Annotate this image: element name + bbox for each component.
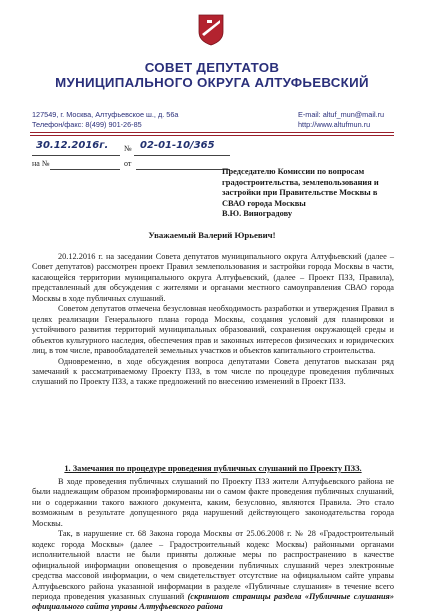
contacts-right — [298, 110, 384, 130]
paragraph-text: Так, в нарушение ст. 68 Закона города Москвы от 25.06.2008 г. № 28 «Градостроительный кодекс города Москвы» (далее – Градостроительный кодекс Москвы) районными органами исполнительной власти не были приняты должные меры по распространению в качестве официальной информации оповещения о проведении публичных слушаний через электронные средства массовой информации, о чем свидетельствует отсутствие на официальном сайте управы Алтуфьевского района указанной информации в разделе «Публичные слушания» в течение всего периода проведения указанных слушаний — [32, 529, 394, 601]
date-underline — [32, 155, 120, 156]
paragraph: 20.12.2016 г. на заседании Совета депутатов муниципального округа Алтуфьевский (далее – Совет депутатов) рассмотрен проект Правил землепользования и застройки города Москвы в части, касающейся территории муниципального округа Алтуфьевский, (далее – Проект ПЗЗ, Правила), представленный для обсуждения с жителями и органами местного самоуправления СВАО города Москвы в ходе публичных слушаний. — [32, 252, 394, 303]
outgoing-number: 02-01-10/365 — [140, 140, 215, 151]
salutation: Уважаемый Валерий Юрьевич! — [148, 230, 276, 240]
addressee — [222, 167, 402, 220]
contacts-left — [32, 110, 178, 130]
in-reply-prefix: на № — [32, 159, 50, 168]
body-section1 — [32, 477, 394, 613]
organization-title-line1: СОВЕТ ДЕПУТАТОВ — [144, 60, 280, 75]
paragraph: Советом депутатов отмечена безусловная необходимость разработки и утверждения Правил в целях реализации Генерального плана города Москвы, создания условий для планировки и устойчивого развития территорий муниципальных образований, сохранения окружающей среды и объектов культурного наследия, обеспечения прав и законных интересов физических и юридических лиц, в том числе, правообладателей земельных участков и объектов капитального строительства. — [32, 304, 394, 356]
addressee-line: градостроительства, землепользования и — [222, 177, 379, 187]
organization-title — [0, 60, 424, 90]
paragraph — [32, 529, 394, 613]
coat-of-arms-icon — [198, 14, 224, 46]
address: 127549, г. Москва, Алтуфьевское ш., д. 56а — [32, 110, 179, 119]
number-underline — [134, 155, 230, 156]
email: E-mail: altuf_mun@mail.ru — [298, 110, 385, 119]
section-heading: 1. Замечания по процедуре проведения публичных слушаний по Проекту ПЗЗ. — [64, 464, 362, 473]
paragraph: В ходе проведения публичных слушаний по Проекту ПЗЗ жители Алтуфьевского района не были надлежащим образом проинформированы ни о самом факте проведения публичных слушаний, ни о содержании такого важного документа, каким, безусловно, являются Правила. Это стало возможным в результате допущенного ряда нарушений действующего законодательства города Москвы. — [32, 477, 394, 528]
addressee-line: застройки при Правительстве Москвы в — [222, 188, 378, 198]
organization-title-line2: МУНИЦИПАЛЬНОГО ОКРУГА АЛТУФЬЕВСКИЙ — [55, 75, 369, 90]
body-intro — [32, 252, 394, 388]
phone: Телефон/факс: 8(499) 901-26-85 — [32, 120, 142, 129]
in-reply-from: от — [124, 159, 132, 168]
in-reply-underline — [50, 169, 120, 170]
addressee-line: В.Ю. Виноградову — [222, 209, 293, 219]
outgoing-date: 30.12.2016г. — [36, 140, 109, 151]
header-divider-thin — [30, 135, 394, 136]
paragraph-emphasis: (скриншот страницы раздела «Публичные слушания» официального сайта управы Алтуфьевского района — [32, 591, 394, 612]
addressee-line: СВАО города Москвы — [222, 198, 306, 208]
header-divider — [30, 132, 394, 133]
in-reply-date-underline — [136, 169, 230, 170]
outgoing-no-prefix: № — [124, 144, 132, 153]
paragraph: Одновременно, в ходе обсуждения вопроса депутатами Совета депутатов высказан ряд замечаний к рассматриваемому Проекту ПЗЗ, в том числе по процедуре проведения публичных слушаний по Проекту ПЗЗ, а также предложений по внесению изменений в Проект ПЗЗ. — [32, 356, 394, 387]
website: http://www.altufmun.ru — [298, 120, 371, 129]
addressee-line: Председателю Комиссии по вопросам — [222, 167, 365, 176]
